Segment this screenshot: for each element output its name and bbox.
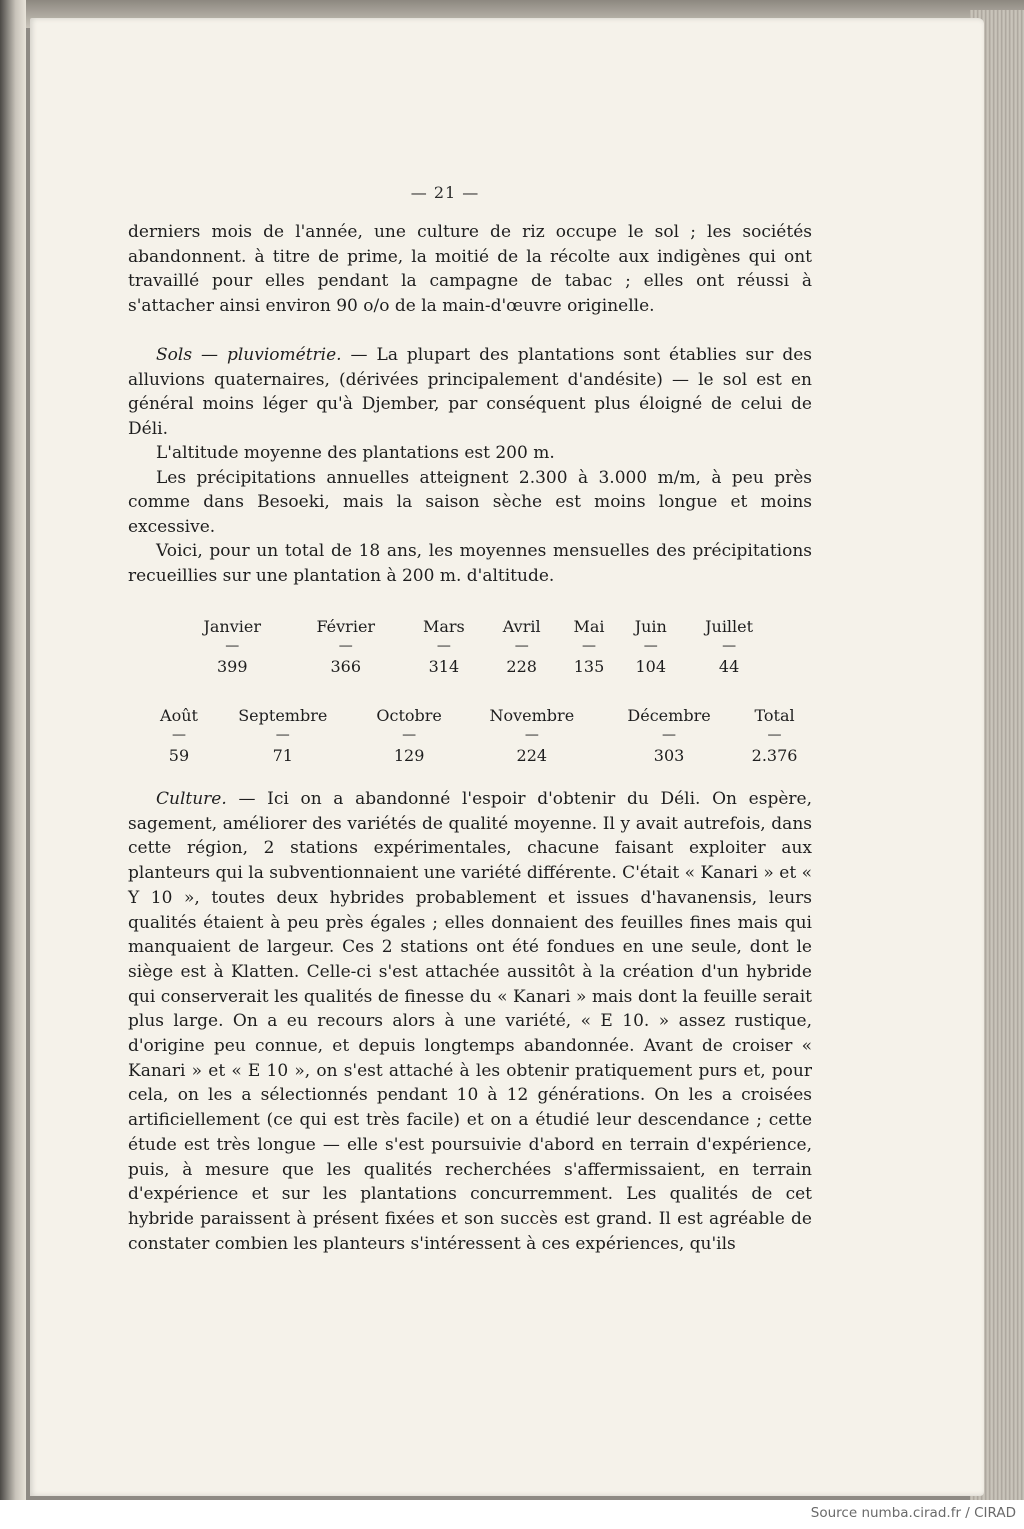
month-label: Mai — [573, 616, 605, 636]
left-page-edge — [0, 0, 26, 1500]
rainfall-value: 303 — [653, 745, 685, 765]
month-label: Août — [160, 705, 198, 725]
rainfall-value: 129 — [393, 745, 425, 765]
rainfall-value: 399 — [216, 656, 248, 676]
month-label: Octobre — [376, 705, 442, 725]
dash-separator: — — [436, 638, 451, 654]
month-label: Février — [316, 616, 376, 636]
section-culture — [128, 787, 812, 1256]
page-number: — 21 — — [410, 183, 480, 202]
paragraph-labour — [128, 220, 812, 318]
dash-separator: — — [722, 638, 737, 654]
soils-text: — La plupart des plantations sont établies sur des alluvions quaternaires, (dérivées principalement d'andésite) — le sol est en général moins léger qu'à Djember, par conséquent plus éloigné de celui de Déli. — [128, 345, 812, 439]
dash-separator: — — [524, 727, 539, 743]
rainfall-value: 71 — [272, 745, 293, 765]
dash-separator: — — [275, 727, 290, 743]
month-label: Mars — [422, 616, 465, 636]
soils-heading: Sols — pluviométrie. — [156, 345, 342, 365]
rainfall-value: 366 — [330, 656, 362, 676]
total-value: 2.376 — [751, 745, 798, 765]
month-label: Avril — [502, 616, 541, 636]
month-label: Novembre — [489, 705, 575, 725]
rainfall-table-row-1 — [176, 614, 776, 678]
rainfall-value: 44 — [718, 656, 740, 676]
precipitation-paragraph: Les précipitations annuelles atteignent 2.300 à 3.000 m/m, à peu près comme dans Besoeki, mais la saison sèche est moins longue et moins excessive. — [128, 467, 812, 537]
total-label: Total — [754, 705, 795, 725]
dash-separator: — — [662, 727, 677, 743]
month-label: Décembre — [627, 705, 711, 725]
rainfall-value: 135 — [573, 656, 605, 676]
month-label: Juillet — [705, 616, 754, 636]
rainfall-value: 314 — [428, 656, 460, 676]
dash-separator: — — [402, 727, 417, 743]
dash-separator: — — [643, 638, 658, 654]
dash-separator: — — [171, 727, 186, 743]
source-credit: Source numba.cirad.fr / CIRAD — [810, 1505, 1016, 1521]
dash-separator: — — [514, 638, 529, 654]
culture-heading: Culture. — [156, 789, 227, 809]
culture-text: — Ici on a abandonné l'espoir d'obtenir du Déli. On espère, sagement, améliorer des variétés de qualité moyenne. Il y avait autrefois, dans cette région, 2 stations expérimentales, chacune faisant exploiter aux planteurs qui la subventionnaient une variété différente. C'était « Kanari » et « Y 10 », toutes deux hybrides probablement et issues d'havanensis, leurs qualités étaient à peu près égales ; elles donnaient des feuilles fines mais qui manquaient de largeur. Ces 2 stations ont été fondues en une seule, dont le siège est à Klatten. Celle-ci s'est attachée aussitôt à la création d'un hybride qui conserverait les qualités de finesse du « Kanari » mais dont la feuille serait plus large. On a eu recours alors à une variété, « E 10. » assez rustique, d'origine peu connue, et depuis longtemps abandonnée. Avant de croiser « Kanari » et « E 10 », on s'est attaché à les obtenir pratiquement purs et, pour cela, on les a sélectionnés pendant 10 à 12 générations. On les a croisées artificiellement (ce qui est très facile) et on a étudié leur descendance ; cette étude est très longue — elle s'est poursuivie d'abord en terrain d'expérience, puis, à mesure que les qualités recherchées s'affermissaient, en terrain d'expérience et sur les plantations concurremment. Les qualités de cet hybride paraissent à présent fixées et son succès est grand. Il est agréable de constater combien les planteurs s'intéressent à ces expériences, qu'ils — [128, 789, 812, 1254]
paragraph-1: derniers mois de l'année, une culture de riz occupe le sol ; les sociétés abandonnent. à titre de prime, la moitié de la récolte aux indigènes qui ont travaillé pour elles pendant la campagne de tabac ; elles ont réussi à s'attacher ainsi environ 90 o/o de la main-d'œuvre originelle. — [128, 222, 812, 316]
altitude-paragraph: L'altitude moyenne des plantations est 200 m. — [156, 443, 555, 463]
rainfall-value: 104 — [635, 656, 667, 676]
rainfall-value: 224 — [516, 745, 548, 765]
rainfall-value: 59 — [168, 745, 190, 765]
culture-paragraph — [128, 787, 812, 1256]
month-label: Janvier — [203, 616, 261, 636]
dash-separator: — — [338, 638, 353, 654]
dash-separator: — — [225, 638, 240, 654]
rainfall-table-row-2 — [148, 703, 812, 767]
rainfall-intro-paragraph: Voici, pour un total de 18 ans, les moyennes mensuelles des précipitations recueillies sur une plantation à 200 m. d'altitude. — [128, 541, 812, 586]
rainfall-value: 228 — [506, 656, 537, 676]
month-label: Septembre — [238, 705, 328, 725]
dash-separator: — — [767, 727, 782, 743]
month-label: Juin — [634, 616, 667, 636]
section-soils — [128, 343, 812, 588]
soils-paragraph — [128, 343, 812, 441]
dash-separator: — — [582, 638, 596, 654]
